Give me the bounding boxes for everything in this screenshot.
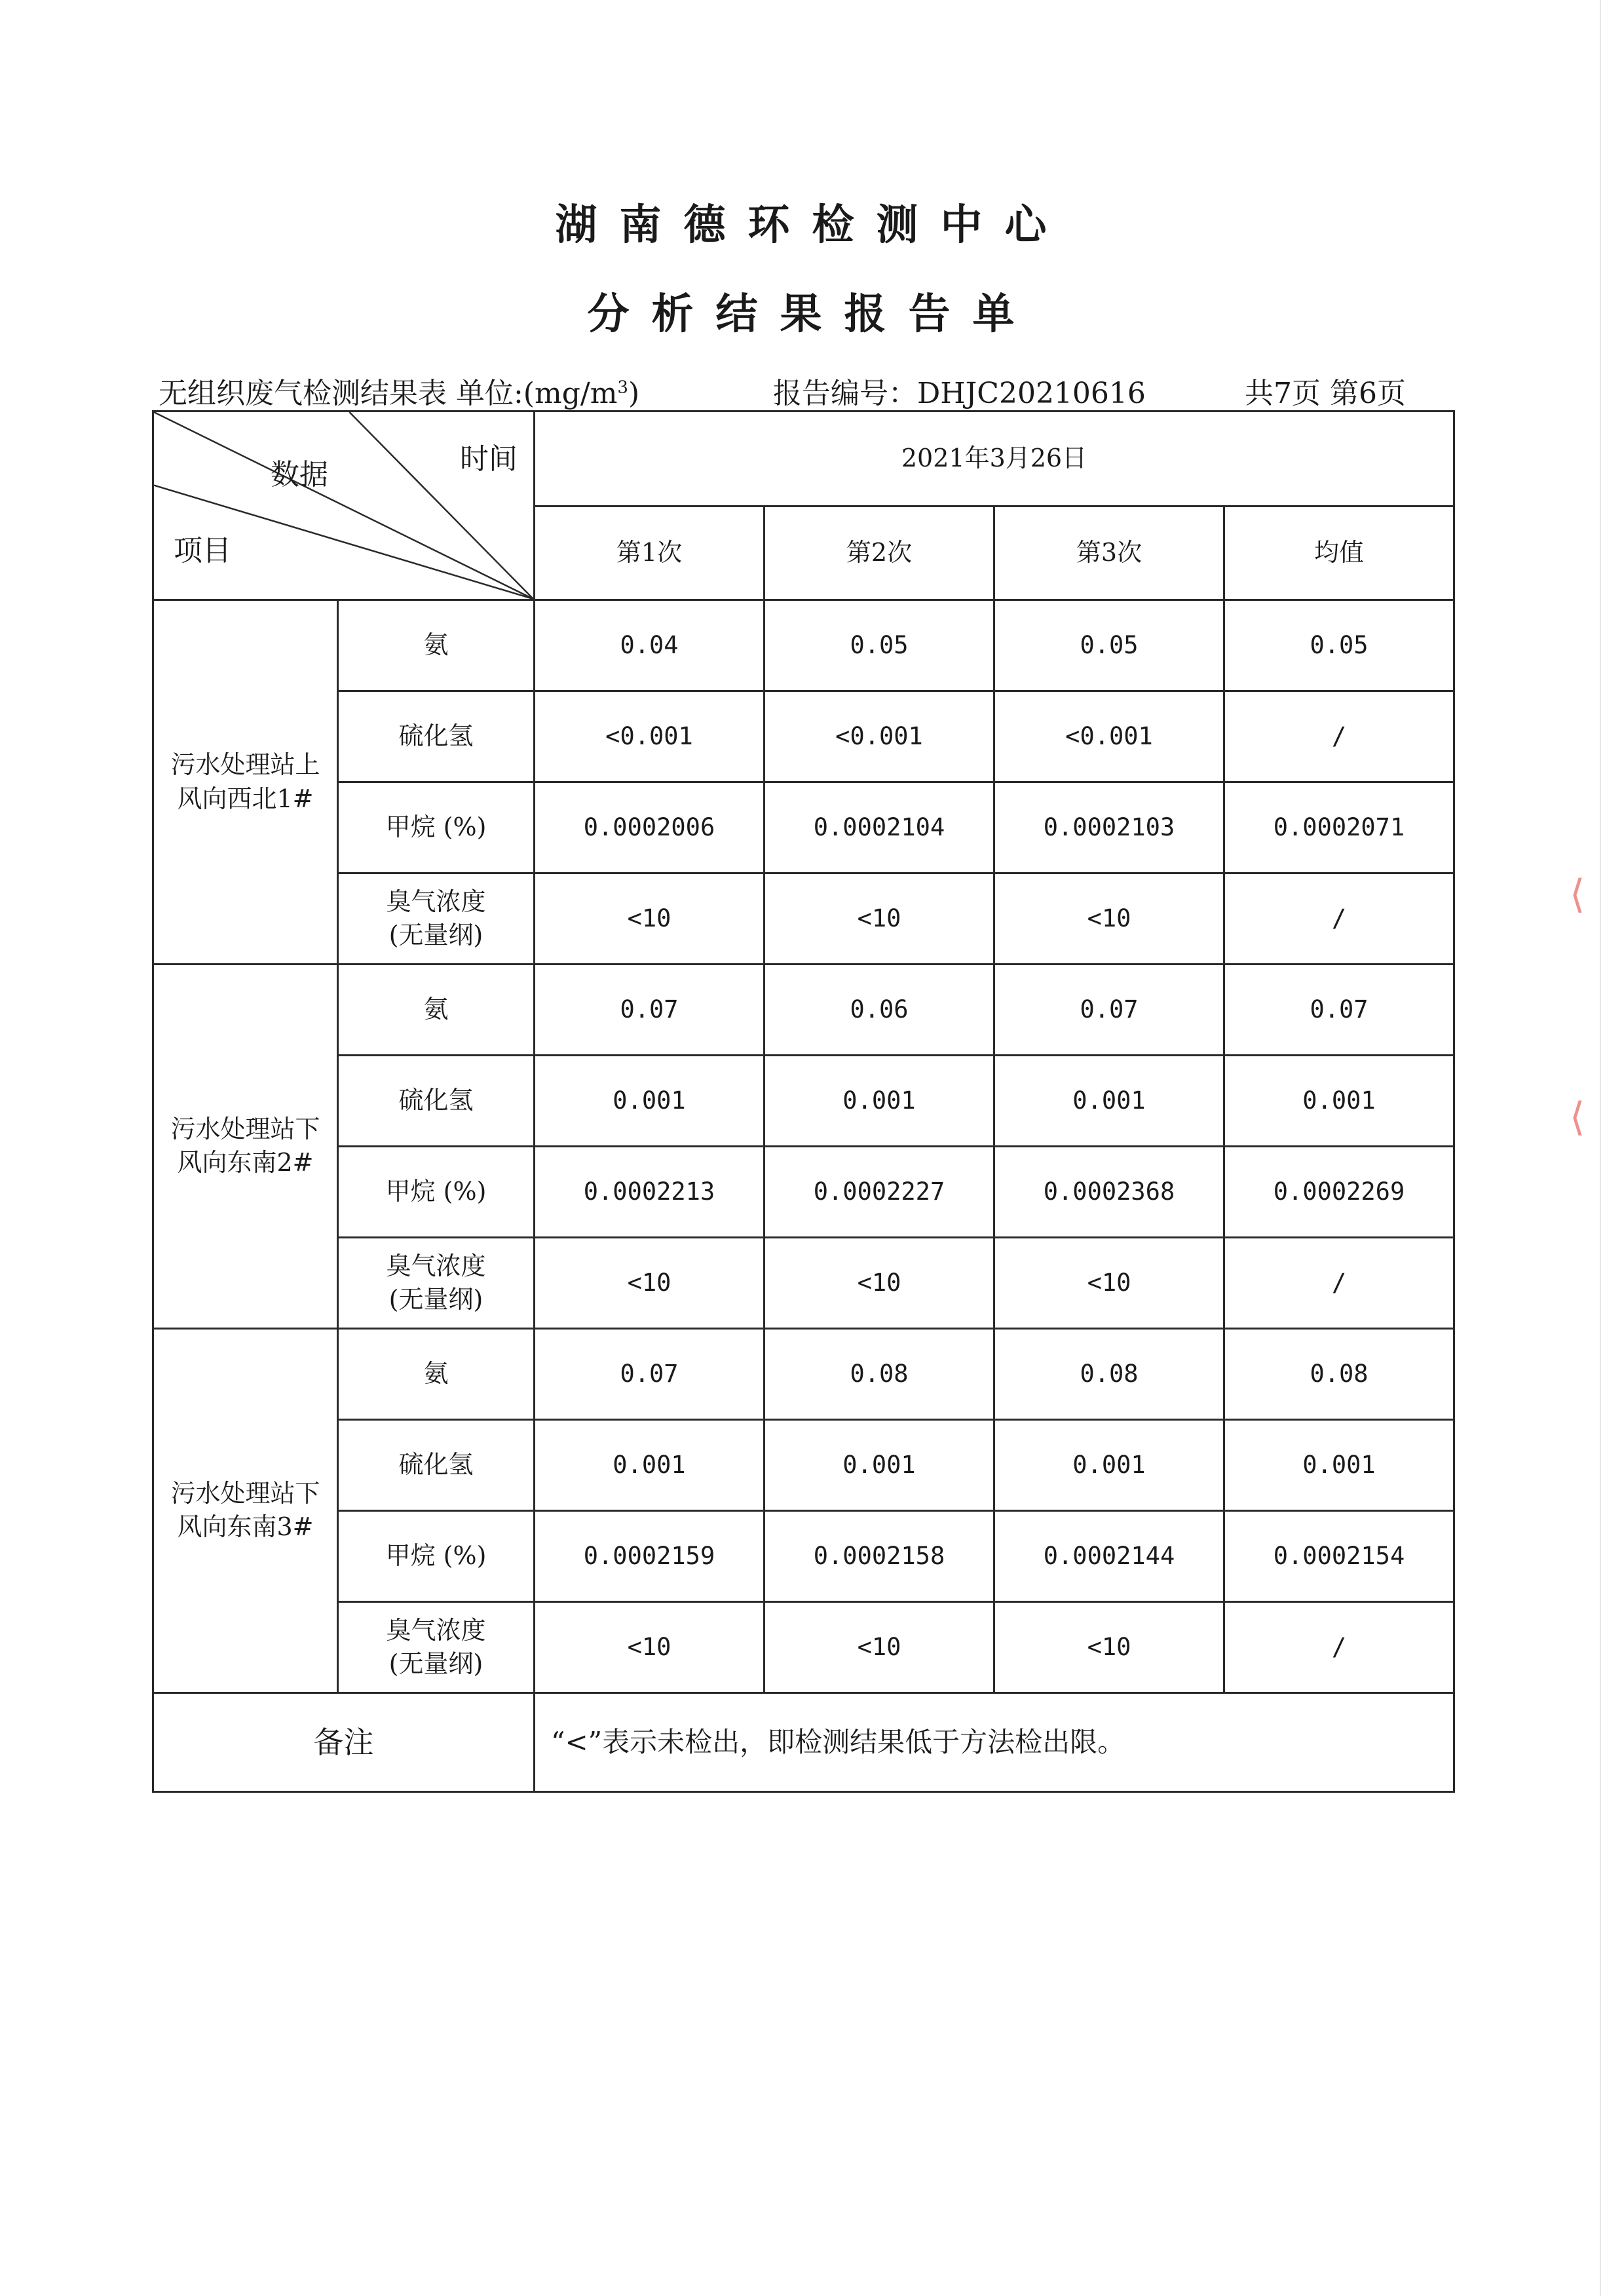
value-cell: <10 bbox=[765, 1601, 994, 1693]
parameter-name: 氨 bbox=[423, 995, 449, 1024]
value-cell: <10 bbox=[765, 1237, 994, 1328]
parameter-name-cell bbox=[338, 691, 535, 782]
table-row bbox=[153, 1055, 1454, 1146]
value-cell: <0.001 bbox=[535, 691, 765, 782]
corner-header-cell bbox=[153, 411, 535, 600]
value-cell: 0.001 bbox=[994, 1419, 1224, 1510]
corner-data-label: 数据 bbox=[271, 458, 328, 491]
mean-value-cell: 0.0002269 bbox=[1224, 1146, 1454, 1237]
report-number: 报告编号：DHJC20210616 bbox=[773, 377, 1146, 410]
site-cell bbox=[153, 600, 338, 965]
table-row bbox=[153, 1237, 1454, 1328]
parameter-unit: (无量纲) bbox=[388, 1284, 483, 1314]
site-line: 风向东南3# bbox=[177, 1512, 314, 1542]
corner-item-label: 项目 bbox=[174, 533, 231, 567]
parameter-name-cell bbox=[338, 1601, 535, 1693]
value-cell: 0.001 bbox=[535, 1419, 765, 1510]
value-cell: <10 bbox=[535, 1237, 765, 1328]
run-header: 第1次 bbox=[535, 507, 765, 600]
corner-time-label: 时间 bbox=[460, 442, 518, 476]
parameter-name-cell bbox=[338, 1146, 535, 1237]
page-counter: 共7页 第6页 bbox=[1245, 377, 1406, 410]
table-row bbox=[153, 691, 1454, 782]
value-cell: <10 bbox=[535, 1601, 765, 1693]
parameter-name: 甲烷 (%) bbox=[385, 1177, 487, 1206]
value-cell: <10 bbox=[765, 873, 994, 965]
value-cell: 0.0002144 bbox=[994, 1510, 1224, 1601]
scan-edge-line bbox=[1600, 0, 1601, 2296]
value-cell: 0.0002103 bbox=[994, 782, 1224, 873]
mean-value-cell: 0.001 bbox=[1224, 1419, 1454, 1510]
run-header: 第2次 bbox=[765, 507, 994, 600]
value-cell: 0.0002104 bbox=[765, 782, 994, 873]
mean-value-cell: / bbox=[1224, 873, 1454, 965]
value-cell: 0.04 bbox=[535, 600, 765, 691]
site-line: 污水处理站下 bbox=[170, 1115, 320, 1144]
results-table bbox=[152, 410, 1455, 1793]
value-cell: 0.08 bbox=[765, 1328, 994, 1419]
parameter-name-cell bbox=[338, 1055, 535, 1146]
table-row bbox=[153, 1419, 1454, 1510]
parameter-unit: (无量纲) bbox=[388, 920, 483, 949]
mean-value-cell: 0.07 bbox=[1224, 964, 1454, 1055]
value-cell: 0.0002006 bbox=[535, 782, 765, 873]
value-cell: 0.001 bbox=[765, 1419, 994, 1510]
site-line: 风向东南2# bbox=[177, 1148, 314, 1177]
parameter-name-cell bbox=[338, 1328, 535, 1419]
mean-value-cell: / bbox=[1224, 1601, 1454, 1693]
remark-text: “<”表示未检出，即检测结果低于方法检出限。 bbox=[535, 1693, 1454, 1791]
form-title: 分析结果报告单 bbox=[587, 290, 1037, 339]
value-cell: 0.07 bbox=[535, 1328, 765, 1419]
mean-value-cell: 0.001 bbox=[1224, 1055, 1454, 1146]
value-cell: 0.05 bbox=[994, 600, 1224, 691]
remark-row bbox=[153, 1693, 1454, 1791]
red-seal-fragment: ⟨ bbox=[1570, 1094, 1585, 1140]
table-row bbox=[153, 873, 1454, 965]
value-cell: 0.08 bbox=[994, 1328, 1224, 1419]
table-row bbox=[153, 1146, 1454, 1237]
value-cell: <0.001 bbox=[994, 691, 1224, 782]
value-cell: 0.0002368 bbox=[994, 1146, 1224, 1237]
site-cell bbox=[153, 964, 338, 1328]
mean-value-cell: / bbox=[1224, 1237, 1454, 1328]
site-line: 污水处理站上 bbox=[170, 750, 320, 780]
mean-value-cell: 0.0002154 bbox=[1224, 1510, 1454, 1601]
parameter-name-cell bbox=[338, 1419, 535, 1510]
parameter-name-cell bbox=[338, 964, 535, 1055]
site-line: 污水处理站下 bbox=[170, 1479, 320, 1508]
mean-header: 均值 bbox=[1224, 507, 1454, 600]
parameter-name: 甲烷 (%) bbox=[385, 813, 487, 842]
mean-value-cell: 0.05 bbox=[1224, 600, 1454, 691]
table-row bbox=[153, 1328, 1454, 1419]
parameter-name: 甲烷 (%) bbox=[385, 1541, 487, 1571]
mean-value-cell: 0.08 bbox=[1224, 1328, 1454, 1419]
date-header: 2021年3月26日 bbox=[535, 411, 1454, 507]
table-row bbox=[153, 782, 1454, 873]
value-cell: 0.07 bbox=[994, 964, 1224, 1055]
site-cell bbox=[153, 1328, 338, 1693]
parameter-name-cell bbox=[338, 873, 535, 965]
value-cell: <10 bbox=[535, 873, 765, 965]
parameter-unit: (无量纲) bbox=[388, 1649, 483, 1678]
parameter-name: 硫化氢 bbox=[398, 721, 474, 751]
remark-label: 备注 bbox=[153, 1693, 535, 1791]
value-cell: 0.07 bbox=[535, 964, 765, 1055]
parameter-name: 氨 bbox=[423, 630, 449, 660]
table-row bbox=[153, 600, 1454, 691]
value-cell: 0.06 bbox=[765, 964, 994, 1055]
value-cell: <10 bbox=[994, 873, 1224, 965]
table-row bbox=[153, 1601, 1454, 1693]
value-cell: 0.0002213 bbox=[535, 1146, 765, 1237]
value-cell: 0.0002159 bbox=[535, 1510, 765, 1601]
parameter-name-cell bbox=[338, 1510, 535, 1601]
value-cell: <10 bbox=[994, 1237, 1224, 1328]
parameter-name-cell bbox=[338, 1237, 535, 1328]
parameter-name: 硫化氢 bbox=[398, 1086, 474, 1115]
value-cell: <0.001 bbox=[765, 691, 994, 782]
table-name-unit: 无组织废气检测结果表 单位$:(mg/m^3)$ bbox=[159, 377, 640, 410]
value-cell: 0.0002158 bbox=[765, 1510, 994, 1601]
table-row bbox=[153, 964, 1454, 1055]
parameter-name: 氨 bbox=[423, 1359, 449, 1388]
value-cell: 0.0002227 bbox=[765, 1146, 994, 1237]
value-cell: 0.05 bbox=[765, 600, 994, 691]
org-title: 湖南德环检测中心 bbox=[555, 201, 1069, 250]
parameter-name: 硫化氢 bbox=[398, 1450, 474, 1480]
table-row bbox=[153, 1510, 1454, 1601]
red-seal-fragment: ⟨ bbox=[1570, 871, 1585, 917]
mean-value-cell: 0.0002071 bbox=[1224, 782, 1454, 873]
mean-value-cell: / bbox=[1224, 691, 1454, 782]
value-cell: 0.001 bbox=[765, 1055, 994, 1146]
value-cell: <10 bbox=[994, 1601, 1224, 1693]
parameter-name-cell bbox=[338, 600, 535, 691]
parameter-name: 臭气浓度 bbox=[386, 1251, 486, 1280]
run-header: 第3次 bbox=[994, 507, 1224, 600]
value-cell: 0.001 bbox=[994, 1055, 1224, 1146]
value-cell: 0.001 bbox=[535, 1055, 765, 1146]
parameter-name: 臭气浓度 bbox=[386, 887, 486, 916]
site-line: 风向西北1# bbox=[177, 784, 314, 813]
parameter-name-cell bbox=[338, 782, 535, 873]
parameter-name: 臭气浓度 bbox=[386, 1615, 486, 1645]
